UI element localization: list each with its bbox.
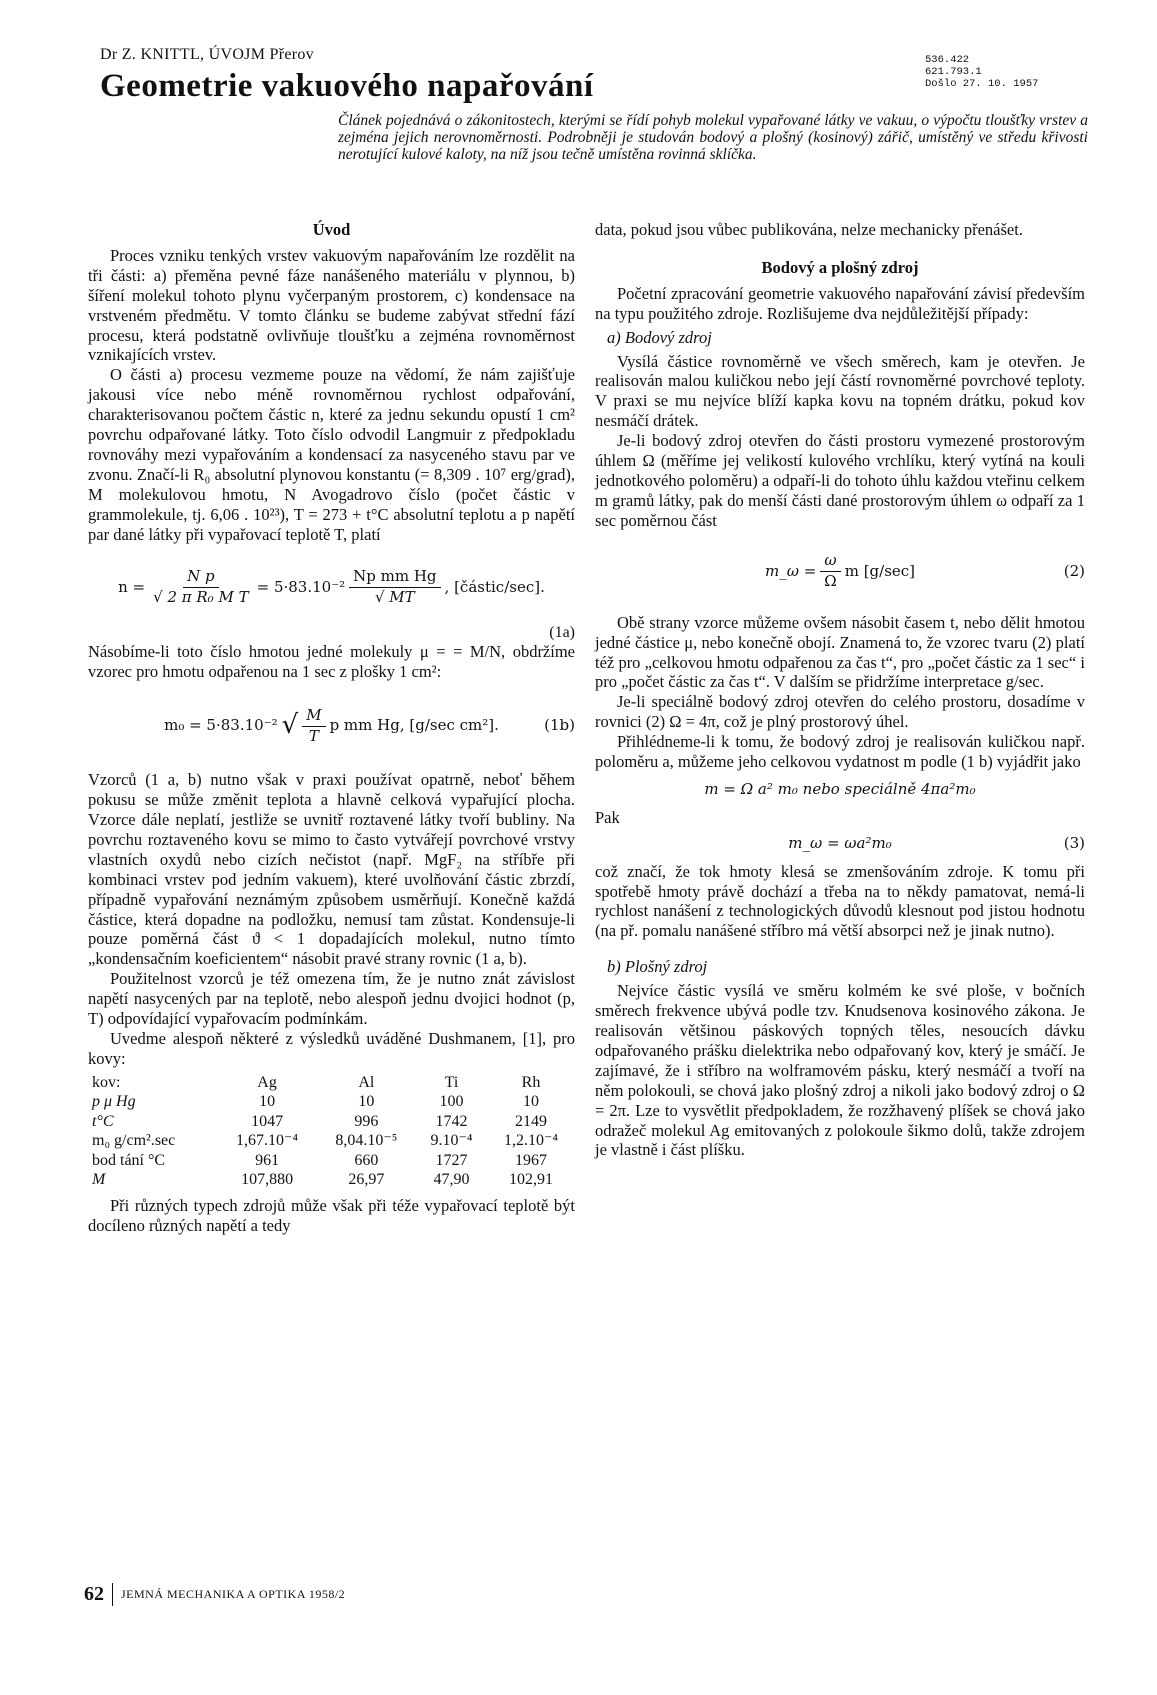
equation-1b xyxy=(88,694,575,758)
table-row xyxy=(88,1151,575,1171)
udc-code: 536.422 xyxy=(925,54,970,66)
table-cell: m₀ g/cm².sec xyxy=(92,1132,176,1150)
paragraph: Nejvíce částic vysílá ve směru kolmém ke své ploše, v bočních směrech frekvence ubývá podle tzv. Knudsenova kosinového zákona. Je realisován většinou páskových topných těles, nesoucích dávku odpařovaného prášku dielektrika nebo odpařovaný kov, který je smáčí. Je zajímavé, že i stříbro na wolframovém pásku, který nesmáčí a tvoří na něm polokouli, se chová jako plošný zdroj a nikoli jako bodový zdroj o Ω = 2π. Lze to vysvětlit předpokladem, že rozžhavený plíšek se chová jako odražeč molekul Ag emitovaných z polokoule šikmo dolů, takže zdrojem je vlastně i část plíšku. xyxy=(595,981,1085,1160)
left-column xyxy=(88,220,575,1236)
table-cell: t°C xyxy=(92,1112,114,1130)
fraction-numerator: ω xyxy=(820,551,840,572)
equation-number: (1b) xyxy=(544,716,575,735)
paragraph: Je-li bodový zdroj otevřen do části prostoru vymezené prostorovým úhlem Ω (měříme jej velikostí kulového vrchlíku, který vytíná na kouli jednotkového poloměru) a odpaří-li do tohoto úhlu každou vteřinu celkem m gramů látky, pak do menší části dané prostorovým úhlem ω odpaří za 1 sec poměrnou část xyxy=(595,431,1085,530)
table-cell: 9.10⁻⁴ xyxy=(430,1132,473,1150)
table-header-cell: kov: xyxy=(92,1073,121,1091)
equation-lhs: m_ω = xyxy=(764,561,817,580)
table-row xyxy=(88,1170,575,1190)
subheading-bodovy: a) Bodový zdroj xyxy=(607,327,712,347)
table-cell: 1727 xyxy=(435,1151,468,1169)
paragraph: Obě strany vzorce můžeme ovšem násobit časem t, nebo dělit hmotou jedné částice μ, nebo konečně obojí. Znamená to, že vzorec tvaru (2) platí též pro „celkovou hmotu odpařenou za čas t“, pro „počet částic za 1 sec“ i pro „počet částic za čas t“. V dalším se přidržíme interpretace g/sec. xyxy=(595,612,1085,692)
page-number: 62 xyxy=(84,1583,113,1606)
paragraph: Při různých typech zdrojů může však při téže vypařovací teplotě být docíleno různých napětí a tedy xyxy=(88,1195,575,1235)
fraction-denominator: √ MT xyxy=(374,588,415,606)
table-cell: M xyxy=(92,1171,106,1189)
abstract: Článek pojednává o zákonitostech, kterými se řídí pohyb molekul vypařované látky ve vakuu, o výpočtu tloušťky vrstev a zejména jejich nerovnoměrnosti. Podrobněji je studován bodový a plošný (kosinový) zářič, umístěný ve středu křivosti nerotující kulové kaloty, na níž jsou tečně umístěna rovinná sklíčka. xyxy=(338,112,1088,163)
author-line: Dr Z. KNITTL, ÚVOJM Přerov xyxy=(100,46,314,63)
table-cell: 2149 xyxy=(514,1112,547,1130)
table-cell: 660 xyxy=(354,1151,379,1169)
table-cell: 1,67.10⁻⁴ xyxy=(236,1132,299,1150)
paragraph: O části a) procesu vezmeme pouze na vědomí, že nám zajišťuje jakousi více nebo méně rovnoměrnou rychlost odpařování, charakterisovanou počtem částic n, které za jednu sekundu opustí 1 cm² povrchu odpařované látky. Toto číslo odvodil Langmuir z předpokladu rovnováhy mezi vypařováním a kondensací za nasyceného stavu par ve zvonu. Značí-li R₀ absolutní plynovou konstantu (= 8,309 . 10⁷ erg/grad), M molekulovou hmotu, N Avogadrovo číslo (počet částic v grammolekule, tj. 6,06 . 10²³), T = 273 + t°C absolutní teplotu a p napětí par dané látky při vypařovací teplotě T, platí xyxy=(88,365,575,544)
paragraph: což značí, že tok hmoty klesá se zmenšováním zdroje. K tomu při spotřebě hmoty právě dochází a třeba na to někdy pamatovat, nemá-li rychlost nanášení z technologických důvodů klesnout pod jistou hodnotu (na př. pomalu nanášené stříbro má větší absorpci než je jinak nutno). xyxy=(595,861,1085,941)
equation-number: (2) xyxy=(1063,561,1085,580)
sqrt-sign: √ xyxy=(281,710,299,741)
table-cell: 1967 xyxy=(514,1151,547,1169)
page-footer xyxy=(84,1583,345,1606)
equation-3 xyxy=(595,834,1085,854)
paragraph: Proces vzniku tenkých vrstev vakuovým napařováním lze rozdělit na tři části: a) přeměna pevné fáze nanášeného materiálu v plynnou, b) šíření molekul tohoto plynu vyčerpaným prostorem, c) kondensace na vrstveném předmětu. V tomto článku se budeme zabývat střední fází procesu, která podstatně ovlivňuje tloušťku a zejména rovnoměrnost vznikajících vrstev. xyxy=(88,245,575,365)
equation-text: m_ω = ωa²m₀ xyxy=(788,833,892,852)
section-heading-zdroj: Bodový a plošný zdroj xyxy=(761,257,919,277)
equation-lhs: m₀ = 5·83.10⁻² xyxy=(164,716,278,735)
equation-fraction xyxy=(302,706,325,747)
table-header-cell: Rh xyxy=(521,1073,541,1091)
article-title: Geometrie vakuového napařování xyxy=(100,68,594,104)
paragraph: Pak xyxy=(595,807,620,827)
fraction-denominator: T xyxy=(308,726,319,745)
table-cell: 10 xyxy=(259,1093,276,1111)
table-cell: p μ Hg xyxy=(92,1093,136,1111)
table-cell: 10 xyxy=(522,1093,539,1111)
received-date: Došlo 27. 10. 1957 xyxy=(925,78,1039,90)
table-cell: 1742 xyxy=(435,1112,468,1130)
table-cell: 100 xyxy=(439,1093,464,1111)
paragraph: Početní zpracování geometrie vakuového napařování závisí především na typu použitého zdroje. Rozlišujeme dva nejdůležitější případy: xyxy=(595,283,1085,323)
table-cell: bod tání °C xyxy=(92,1151,166,1169)
journal-name: JEMNÁ MECHANIKA A OPTIKA 1958/2 xyxy=(121,1587,346,1601)
equation-coefficient: = 5·83.10⁻² xyxy=(256,577,346,596)
paragraph: Vzorců (1 a, b) nutno však v praxi používat opatrně, neboť během pokusu se může změnit teplota a hlavně celková vypařující plocha. Vzorce dále neplatí, jestliže se uvnitř roztavené látky tvoří bubliny. Na povrchu roztaveného kovu se mimo to často vytvářejí povrchové vrstvy vlastních oxydů nebo cizích nečistot (např. MgF₂ na stříbře při kombinaci vrstev pod jedním vakuem), které uvolňování částic zbrzdí, případně vypařování neznámým způsobem usměrňují. Konečně každá částice, která dopadne na podložku, nemusí tam zůstat. Kondensuje-li pouze poměrná část ϑ < 1 dopadajících molekul, nutno tímto „kondensačním koeficientem“ násobit pravé strany rovnic (1 a, b). xyxy=(88,770,575,969)
equation-rest: m [g/sec] xyxy=(844,561,916,580)
article-meta xyxy=(925,54,1038,90)
subheading-plosny: b) Plošný zdroj xyxy=(607,957,708,977)
table-cell: 1,2.10⁻⁴ xyxy=(503,1132,558,1150)
fraction-numerator: Np mm Hg xyxy=(349,567,440,588)
table-cell: 107,880 xyxy=(241,1171,294,1189)
equation-m xyxy=(595,780,1085,800)
table-header-cell: Ti xyxy=(444,1073,459,1091)
table-header-row xyxy=(88,1073,575,1093)
paragraph: Přihlédneme-li k tomu, že bodový zdroj je realisován kuličkou např. poloměru a, můžeme jeho celkovou vydatnost m podle (1 b) vyjádřit jako xyxy=(595,732,1085,772)
equation-fraction xyxy=(349,567,440,608)
equation-unit: , [částic/sec]. xyxy=(444,577,545,596)
table-cell: 26,97 xyxy=(348,1171,385,1189)
equation-fraction xyxy=(820,551,840,592)
table-cell: 996 xyxy=(354,1112,379,1130)
paragraph: data, pokud jsou vůbec publikována, nelze mechanicky přenášet. xyxy=(595,220,1023,239)
fraction-denominator: √ 2 π R₀ M T xyxy=(153,588,249,606)
table-cell: 8,04.10⁻⁵ xyxy=(335,1132,398,1150)
equation-lhs: n = xyxy=(118,577,146,596)
equation-1a xyxy=(88,559,575,617)
table-cell: 47,90 xyxy=(433,1171,470,1189)
paragraph: Násobíme-li toto číslo hmotou jedné molekuly μ = = M/N, obdržíme vzorec pro hmotu odpařenou na 1 sec z plošky 1 cm²: xyxy=(88,642,575,682)
table-header-cell: Al xyxy=(358,1073,375,1091)
table-cell: 961 xyxy=(255,1151,280,1169)
table-cell: 1047 xyxy=(251,1112,284,1130)
table-row xyxy=(88,1112,575,1132)
section-heading-uvod: Úvod xyxy=(312,220,351,239)
equation-2 xyxy=(595,543,1085,601)
table-row xyxy=(88,1131,575,1151)
paragraph: Uvedme alespoň některé z výsledků uváděné Dushmanem, [1], pro kovy: xyxy=(88,1029,575,1068)
equation-rest: p mm Hg, [g/sec cm²]. xyxy=(329,716,499,735)
equation-number: (1a) xyxy=(549,623,575,641)
paragraph: Je-li speciálně bodový zdroj otevřen do celého prostoru, dosadíme v rovnici (2) Ω = 4π, což je plný prostorový úhel. xyxy=(595,692,1085,732)
paragraph: Použitelnost vzorců je též omezena tím, že je nutno znát závislost napětí nasycených par na teplotě, nebo alespoň jednu dvojici hodnot (p, T) odpovídající vypařovacím podmínkám. xyxy=(88,969,575,1029)
metal-data-table xyxy=(88,1073,575,1190)
table-row xyxy=(88,1092,575,1112)
paragraph: Vysílá částice rovnoměrně ve všech směrech, kam je otevřen. Je realisován malou kuličkou nebo její částí rovnoměrné povrchové teploty. V praxi se mu nejvíce blíží kapka kovu na topném drátku, pokud kov nesmáčí drátek. xyxy=(595,351,1085,431)
table-cell: 10 xyxy=(358,1093,375,1111)
equation-fraction xyxy=(149,567,252,608)
equation-text: m = Ω a² m₀ nebo speciálně 4πa²m₀ xyxy=(704,779,976,798)
udc-code: 621.793.1 xyxy=(925,66,982,78)
fraction-numerator: M xyxy=(302,706,325,727)
table-cell: 102,91 xyxy=(508,1171,553,1189)
fraction-denominator: Ω xyxy=(824,572,837,591)
table-header-cell: Ag xyxy=(257,1073,277,1091)
right-column xyxy=(595,220,1085,1160)
equation-number: (3) xyxy=(1063,833,1085,852)
fraction-numerator: N p xyxy=(183,567,219,588)
